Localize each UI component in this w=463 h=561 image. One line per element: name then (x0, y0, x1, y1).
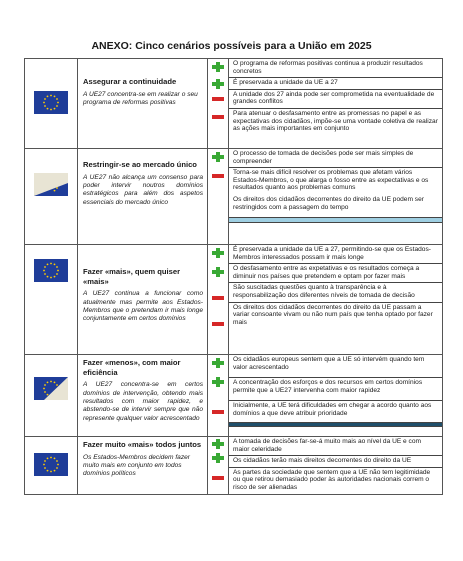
sign-cell (208, 355, 229, 437)
scenario-row-5 (25, 437, 443, 495)
point-text: São suscitadas questões quanto à transparência e à responsabilização dos diferentes níveis de tomada de decisão (229, 283, 442, 302)
point-text: Os direitos dos cidadãos decorrentes do direito da UE passam a variar consoante vivam ou não num país que tenha optado por fazer mais (233, 303, 433, 326)
scenario-description: A UE27 concentra-se em realizar o seu programa de reformas positivas (83, 90, 198, 106)
points-cell (229, 355, 443, 437)
points-cell (229, 245, 443, 355)
point-text: Para atenuar o desfasamento entre as promessas no papel e as expectativas dos cidadãos, impõe-se uma vontade coletiva de realizar as ações mais importantes em conjunto (233, 109, 438, 133)
point-text: É preservada a unidade da UE a 27 (229, 78, 442, 90)
scenario-description-cell (78, 59, 208, 149)
scenario-title: Fazer «menos», com maior eficiência (83, 358, 181, 377)
scenario-description-cell (78, 355, 208, 437)
scenario-description-cell (78, 149, 208, 245)
plus-icon (211, 453, 225, 463)
point-text: Os direitos dos cidadãos decorrentes do direito da UE podem ser restringidos com a passagem do tempo (229, 195, 442, 218)
scenario-title: Fazer muito «mais» todos juntos (83, 440, 202, 449)
point-text: É preservada a unidade da UE a 27, permitindo-se que os Estados-Membros interessados possam ir mais longe (229, 245, 442, 264)
point-text: Os cidadãos europeus sentem que a UE só intervém quando tem valor acrescentado (229, 355, 442, 378)
minus-icon (211, 293, 225, 303)
flag-cell (25, 59, 78, 149)
point-text: As partes da sociedade que sentem que a UE não tem legitimidade ou que retirou demasiado poder às autoridades nacionais correm o risco de ser alienadas (233, 468, 431, 491)
point-text: Inicialmente, a UE terá dificuldades em chegar a acordo quanto aos domínios a que deve atribuir prioridade (229, 401, 442, 422)
sign-cell (208, 437, 229, 495)
points-cell (229, 437, 443, 495)
minus-icon (211, 407, 225, 417)
eu-flag-icon (34, 453, 68, 476)
scenario-description-cell (78, 245, 208, 355)
eu-flag-icon (34, 91, 68, 114)
sign-cell (208, 149, 229, 245)
separator-bar (229, 218, 442, 223)
point-text: A tomada de decisões far-se-á muito mais ao nível da UE e com maior celeridade (229, 437, 442, 456)
plus-icon (211, 79, 225, 89)
flag-cell (25, 149, 78, 245)
flag-cell (25, 355, 78, 437)
points-cell (229, 149, 443, 245)
scenario-title: Assegurar a continuidade (83, 77, 177, 86)
plus-icon (211, 152, 225, 162)
point-text: O processo de tomada de decisões pode ser mais simples de compreender (229, 149, 442, 168)
separator-bar (229, 423, 442, 427)
sign-cell (208, 59, 229, 149)
minus-icon (211, 171, 225, 181)
scenario-title: Restringir-se ao mercado único (83, 160, 197, 169)
scenarios-table (24, 58, 443, 495)
point-text: Os cidadãos terão mais direitos decorrentes do direito da UE (229, 456, 442, 468)
point-text: Torna-se mais difícil resolver os problemas que afetam vários Estados-Membros, o que alarga o fosso entre as expectativas e os resultados quanto aos problemas comuns (233, 169, 429, 192)
minus-icon (211, 112, 225, 122)
plus-icon (211, 248, 225, 258)
point-text: O programa de reformas positivas continua a produzir resultados concretos (229, 59, 442, 78)
scenario-row-3 (25, 245, 443, 355)
eu-flag-icon (34, 377, 68, 400)
minus-icon (211, 94, 225, 104)
scenario-description: A UE27 não alcança um consenso para poder intervir noutros domínios estratégicos para além dos aspetos essenciais do mercado único (83, 173, 203, 206)
minus-icon (211, 473, 225, 483)
eu-flag-icon (34, 173, 68, 196)
scenario-row-2 (25, 149, 443, 245)
plus-icon (211, 377, 225, 387)
scenario-row-1 (25, 59, 443, 149)
flag-cell (25, 245, 78, 355)
eu-flag-icon (34, 259, 68, 282)
plus-icon (211, 358, 225, 368)
plus-icon (211, 267, 225, 277)
scenario-description: A UE27 continua a funcionar como atualmente mas permite aos Estados-Membros que o pretendam ir mais longe conjuntamente em certos domínios (83, 290, 203, 323)
plus-icon (211, 439, 225, 449)
point-text: O desfasamento entre as expetativas e os resultados começa a diminuir nos países que pretendem e optam por fazer mais (229, 264, 442, 283)
points-cell (229, 59, 443, 149)
document-title: ANEXO: Cinco cenários possíveis para a União em 2025 (91, 40, 372, 52)
minus-icon (211, 319, 225, 329)
scenario-row-4 (25, 355, 443, 437)
scenario-title: Fazer «mais», quem quiser «mais» (83, 267, 181, 286)
plus-icon (211, 62, 225, 72)
scenario-description-cell (78, 437, 208, 495)
point-text: A concentração dos esforços e dos recursos em certos domínios permite que a UE27 intervenha com maior rapidez (229, 378, 442, 401)
scenario-description: Os Estados-Membros decidem fazer muito mais em conjunto em todos domínios políticos (83, 453, 191, 478)
sign-cell (208, 245, 229, 355)
point-text: A unidade dos 27 ainda pode ser comprometida na eventualidade de grandes conflitos (229, 90, 442, 109)
scenario-description: A UE27 concentra-se em certos domínios de intervenção, obtendo mais resultados com maior rapidez, e abstendo-se de intervir sempre que não represente qualquer valor acrescentado (83, 381, 203, 422)
flag-cell (25, 437, 78, 495)
